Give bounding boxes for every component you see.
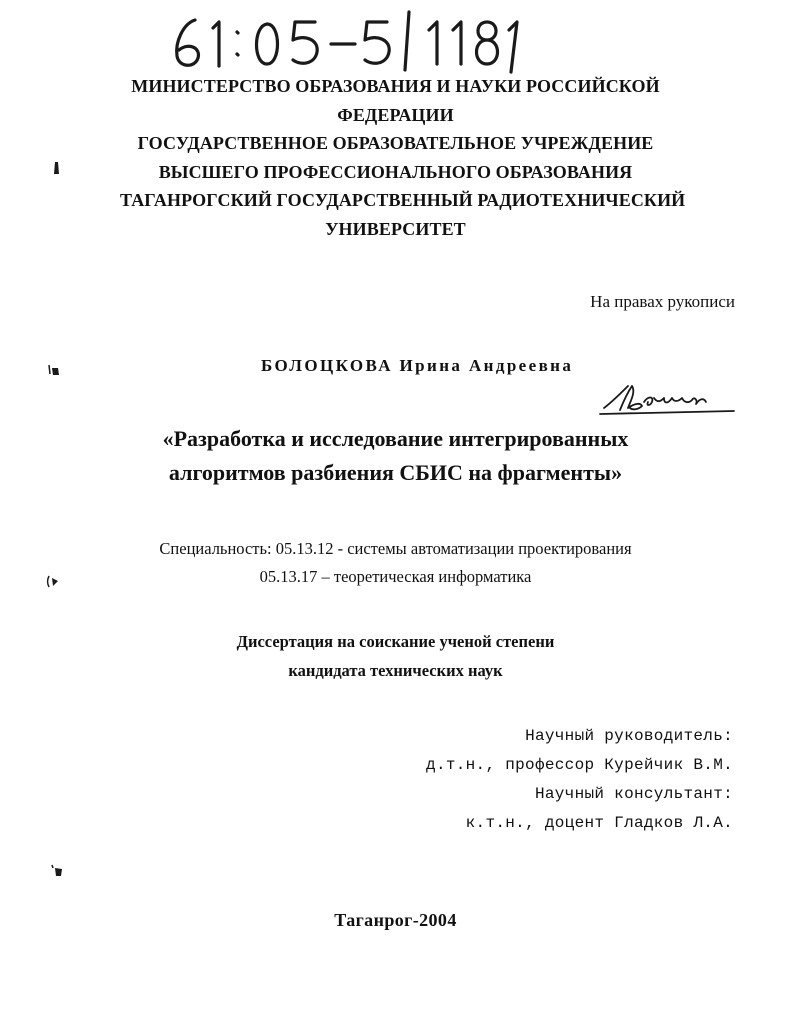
specialty-line: Специальность: 05.13.12 - системы автоматизации проектирования bbox=[159, 539, 632, 558]
institution-line: ГОСУДАРСТВЕННОЕ ОБРАЗОВАТЕЛЬНОЕ УЧРЕЖДЕНИЕ bbox=[137, 133, 654, 154]
degree-block bbox=[120, 627, 671, 685]
consultant-heading: Научный консультант: bbox=[534, 785, 733, 803]
consultant-name: к.т.н., доцент Гладков Л.А. bbox=[465, 814, 733, 832]
dissertation-title bbox=[120, 422, 671, 490]
margin-mark-icon bbox=[50, 862, 64, 878]
title-line: «Разработка и исследование интегрированных bbox=[162, 426, 629, 451]
title-line: алгоритмов разбиения СБИС на фрагменты» bbox=[168, 460, 623, 485]
institution-line: УНИВЕРСИТЕТ bbox=[325, 218, 466, 239]
institution-line: ВЫСШЕГО ПРОФЕССИОНАЛЬНОГО ОБРАЗОВАНИЯ bbox=[158, 161, 633, 182]
degree-line: Диссертация на соискание ученой степени bbox=[236, 632, 555, 651]
handwritten-catalog-number bbox=[165, 6, 545, 76]
institution-line: МИНИСТЕРСТВО ОБРАЗОВАНИЯ И НАУКИ РОССИЙСКОЙ bbox=[131, 76, 660, 96]
institution-line: ФЕДЕРАЦИИ bbox=[337, 104, 454, 125]
author-name: БОЛОЦКОВА Ирина Андреевна bbox=[261, 356, 574, 375]
margin-mark-icon bbox=[49, 160, 63, 176]
margin-mark-icon bbox=[46, 573, 60, 589]
degree-line: кандидата технических наук bbox=[288, 661, 503, 680]
institution-line: ТАГАНРОГСКИЙ ГОСУДАРСТВЕННЫЙ РАДИОТЕХНИЧЕСКИЙ bbox=[120, 190, 686, 211]
supervisor-name: д.т.н., профессор Курейчик В.М. bbox=[426, 756, 733, 774]
manuscript-rights-note: На правах рукописи bbox=[590, 292, 735, 311]
author-signature bbox=[598, 382, 738, 416]
institution-header bbox=[120, 72, 686, 244]
supervisors-block bbox=[426, 722, 733, 838]
specialty-block bbox=[120, 535, 671, 591]
supervisor-heading: Научный руководитель: bbox=[525, 727, 733, 745]
city-year: Таганрог-2004 bbox=[334, 910, 457, 930]
margin-mark-icon bbox=[47, 362, 61, 378]
specialty-line: 05.13.17 – теоретическая информатика bbox=[259, 567, 532, 586]
